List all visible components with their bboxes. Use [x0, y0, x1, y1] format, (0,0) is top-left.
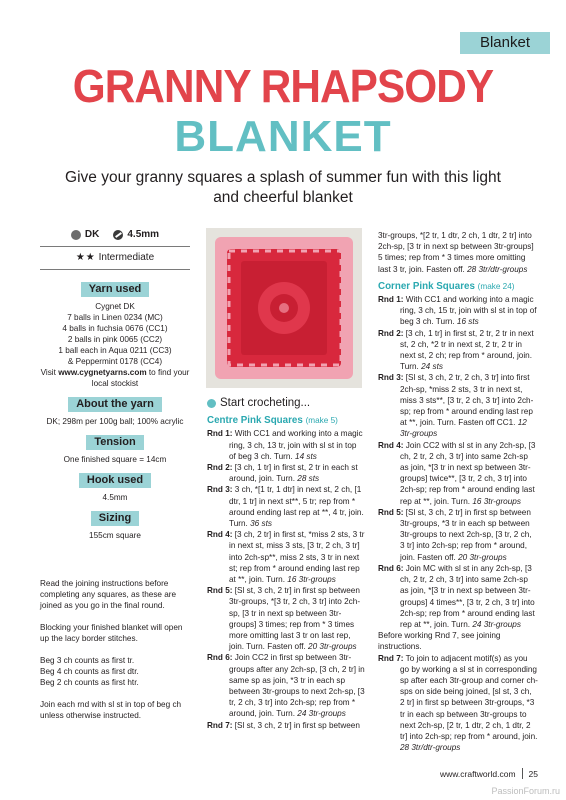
hook-icon — [113, 230, 123, 240]
round-instruction: Rnd 3: 3 ch, *[1 tr, 1 dtr] in next st, 2 ch, [1 dtr, 1 tr] in next st**, 5 tr; rep from * around ending last rep at **, 4 tr, join. Turn. 36 sts — [207, 485, 364, 529]
pattern-column-right — [378, 230, 538, 753]
yarn-line: 7 balls in Linen 0234 (MC) — [67, 313, 163, 322]
bullet-icon — [207, 399, 216, 408]
magic-ring — [279, 303, 289, 313]
tension-text: One finished square = 14cm — [63, 455, 167, 464]
granny-square-photo — [206, 228, 362, 388]
granny-square-illustration — [211, 233, 357, 383]
round-instruction: Rnd 4: [3 ch, 2 tr] in first st, *miss 2 sts, 3 tr in next st, miss 3 sts, [3 tr, 2 ch, 3 tr] into 2ch-sp**, miss 2 sts, 3 tr in next st; rep from * around ending last rep at **, join. Turn. 16 3tr-groups — [207, 530, 365, 585]
start-crocheting-heading: Start crocheting... — [207, 398, 365, 409]
round-instruction: Rnd 6: Join CC2 in first sp between 3tr-groups after any 2ch-sp, [3 ch, 2 tr] in same sp as join, *3 tr in each sp between 3tr-groups to next 2ch-sp, [3 tr, 2 ch, 3 tr] into 2ch-sp; rep from * around, join. Turn. 24 3tr-groups — [207, 653, 365, 719]
title-line-1: GRANNY RHAPSODY — [72, 60, 494, 112]
watermark: PassionForum.ru — [491, 786, 560, 796]
round-instruction: Rnd 1: With CC1 and working into a magic ring, 3 ch, 13 tr, join with sl st in top of beg 3 ch. Turn. 14 sts — [207, 429, 363, 461]
yarn-website-link[interactable]: www.cygnetyarns.com — [58, 368, 147, 377]
note: Blocking your finished blanket will open up the lacy border stitches. — [40, 623, 183, 643]
round-instruction: Rnd 2: [3 ch, 1 tr] in first st, 2 tr in each st around, join. Turn. 28 sts — [207, 463, 358, 484]
footer-divider — [522, 768, 523, 779]
tension-heading: Tension — [86, 435, 143, 450]
pattern-notes — [40, 578, 192, 732]
note: Beg 3 ch counts as first tr. Beg 4 ch counts as first dtr. Beg 2 ch counts as first htr. — [40, 656, 139, 687]
yarn-line: 4 balls in fuchsia 0676 (CC1) — [62, 324, 168, 333]
round-instruction: Rnd 5: [Sl st, 3 ch, 2 tr] in first sp between 3tr-groups, *3 tr in each sp between 3tr-groups to next 2ch-sp, [3 tr, 2 ch, 3 tr] into 2ch-sp; rep from * around, join. Fasten off. 20 3tr-groups — [378, 507, 532, 562]
joining-note: Before working Rnd 7, see joining instructions. — [378, 631, 501, 652]
round-instruction: Rnd 3: [Sl st, 3 ch, 2 tr, 2 ch, 3 tr] into first 2ch-sp, *miss 2 sts, 3 tr in next st, miss 3 sts**, [3 tr, 2 ch, 3 tr] into 2ch-sp; rep from * around ending last rep at **, join. Turn. Fasten off CC1. 12 3tr-groups — [378, 373, 534, 439]
yarn-ball-icon — [71, 230, 81, 240]
hook-size: 4.5mm — [127, 229, 160, 240]
yarn-line: Cygnet DK — [95, 302, 135, 311]
round-instruction: Rnd 1: With CC1 and working into a magic ring, 3 ch, 15 tr, join with sl st in top of beg 3 ch. Turn. 16 sts — [378, 295, 537, 327]
skill-level-label: Intermediate — [98, 252, 155, 263]
hook-used-heading: Hook used — [79, 473, 151, 488]
round-instruction: Rnd 5: [Sl st, 3 ch, 2 tr] in first sp between 3tr-groups, *[3 tr, 2 ch, 3 tr] into 2ch-sp, [3 tr in next sp between 3tr-groups] 3 times; rep from * 3 times more omitting last 3 tr on last rep, join. Turn. Fasten off. 20 3tr-groups — [207, 586, 361, 652]
footer-url[interactable]: www.craftworld.com — [439, 768, 516, 779]
stockist-line: Visit www.cygnetyarns.com to find your local stockist — [40, 368, 190, 388]
yarn-weight: DK — [84, 229, 100, 240]
title-line-2: BLANKET — [174, 112, 392, 161]
yarn-line: & Peppermint 0178 (CC4) — [67, 357, 163, 366]
round-instruction: Rnd 2: [3 ch, 1 tr] in first st, 2 tr, 2 tr in next st, 2 ch, *2 tr in next st, 2 tr, 2 tr in next st, 2 ch; rep from * around, join. Turn. 24 sts — [378, 328, 534, 372]
yarn-line: 1 ball each in Aqua 0211 (CC3) — [58, 346, 172, 355]
star-icon: ★★ — [75, 252, 96, 263]
page-footer — [440, 768, 538, 779]
round-instruction: Rnd 6: Join MC with sl st in any 2ch-sp, [3 ch, 2 tr, 2 ch, 3 tr] into same 2ch-sp as join, *[3 tr in next sp between 3tr-groups] 4 times**, [3 tr, 2 ch, 3 tr] into 2ch-sp; rep from * around ending last rep at **, join. Turn. 24 3tr-groups — [378, 563, 535, 629]
page-number: 25 — [528, 768, 538, 779]
about-yarn-text: DK; 298m per 100g ball; 100% acrylic — [46, 417, 184, 426]
divider — [40, 246, 190, 247]
divider — [40, 269, 190, 270]
section-tag: Blanket — [460, 32, 550, 54]
about-yarn-heading: About the yarn — [68, 397, 162, 412]
note: Read the joining instructions before completing any squares, as these are joined as you go in the final round. — [40, 579, 177, 610]
yarn-used-heading: Yarn used — [81, 282, 150, 297]
round-instruction: Rnd 7: [Sl st, 3 ch, 2 tr] in first sp between — [207, 720, 360, 730]
sizing-heading: Sizing — [91, 511, 139, 526]
info-column — [40, 228, 190, 541]
standfirst: Give your granny squares a splash of summer fun with this light and cheerful blanket — [65, 169, 501, 206]
note: Join each rnd with sl st in top of beg ch unless otherwise instructed. — [40, 700, 182, 720]
hook-used-text: 4.5mm — [102, 493, 128, 502]
corner-squares-heading: Corner Pink Squares (make 24) — [378, 280, 515, 292]
round-continuation: 3tr-groups, *[2 tr, 1 dtr, 2 ch, 1 dtr, 2 tr] into 2ch-sp, [3 tr in next sp between 3tr-groups] 5 times; rep from * 3 times more omitting last 3 tr, join. Fasten off. 28 3tr/dtr-groups — [378, 231, 534, 274]
spec-line — [40, 228, 190, 242]
round-instruction: Rnd 4: Join CC2 with sl st in any 2ch-sp, [3 ch, 2 tr, 2 ch, 3 tr] into same 2ch-sp as join, *[3 tr in next sp between 3tr-groups] twice**, [3 tr, 2 ch, 3 tr] into 2ch-sp; rep from * around ending last rep at **, join. Turn. 16 3tr-groups — [378, 440, 536, 506]
round-instruction: Rnd 7: To join to adjacent motif(s) as you go by working a sl st in corresponding sp after each 3tr-group and corner ch-sps on side being joined, [sl st, 3 ch, 2 tr] in first sp between 3tr-groups, *3 tr in each sp between 3tr-groups to next 2ch-sp, [2 tr, 1 dtr, 2 ch, 1 dtr, 2 tr] into 2ch-sp; rep from * around, join. 28 3tr/dtr-groups — [378, 653, 538, 753]
centre-squares-heading: Centre Pink Squares (make 5) — [207, 415, 338, 427]
pattern-column-middle — [207, 398, 365, 731]
skill-level — [40, 251, 190, 265]
yarn-line: 2 balls in pink 0065 (CC2) — [67, 335, 163, 344]
sizing-text: 155cm square — [89, 531, 141, 540]
